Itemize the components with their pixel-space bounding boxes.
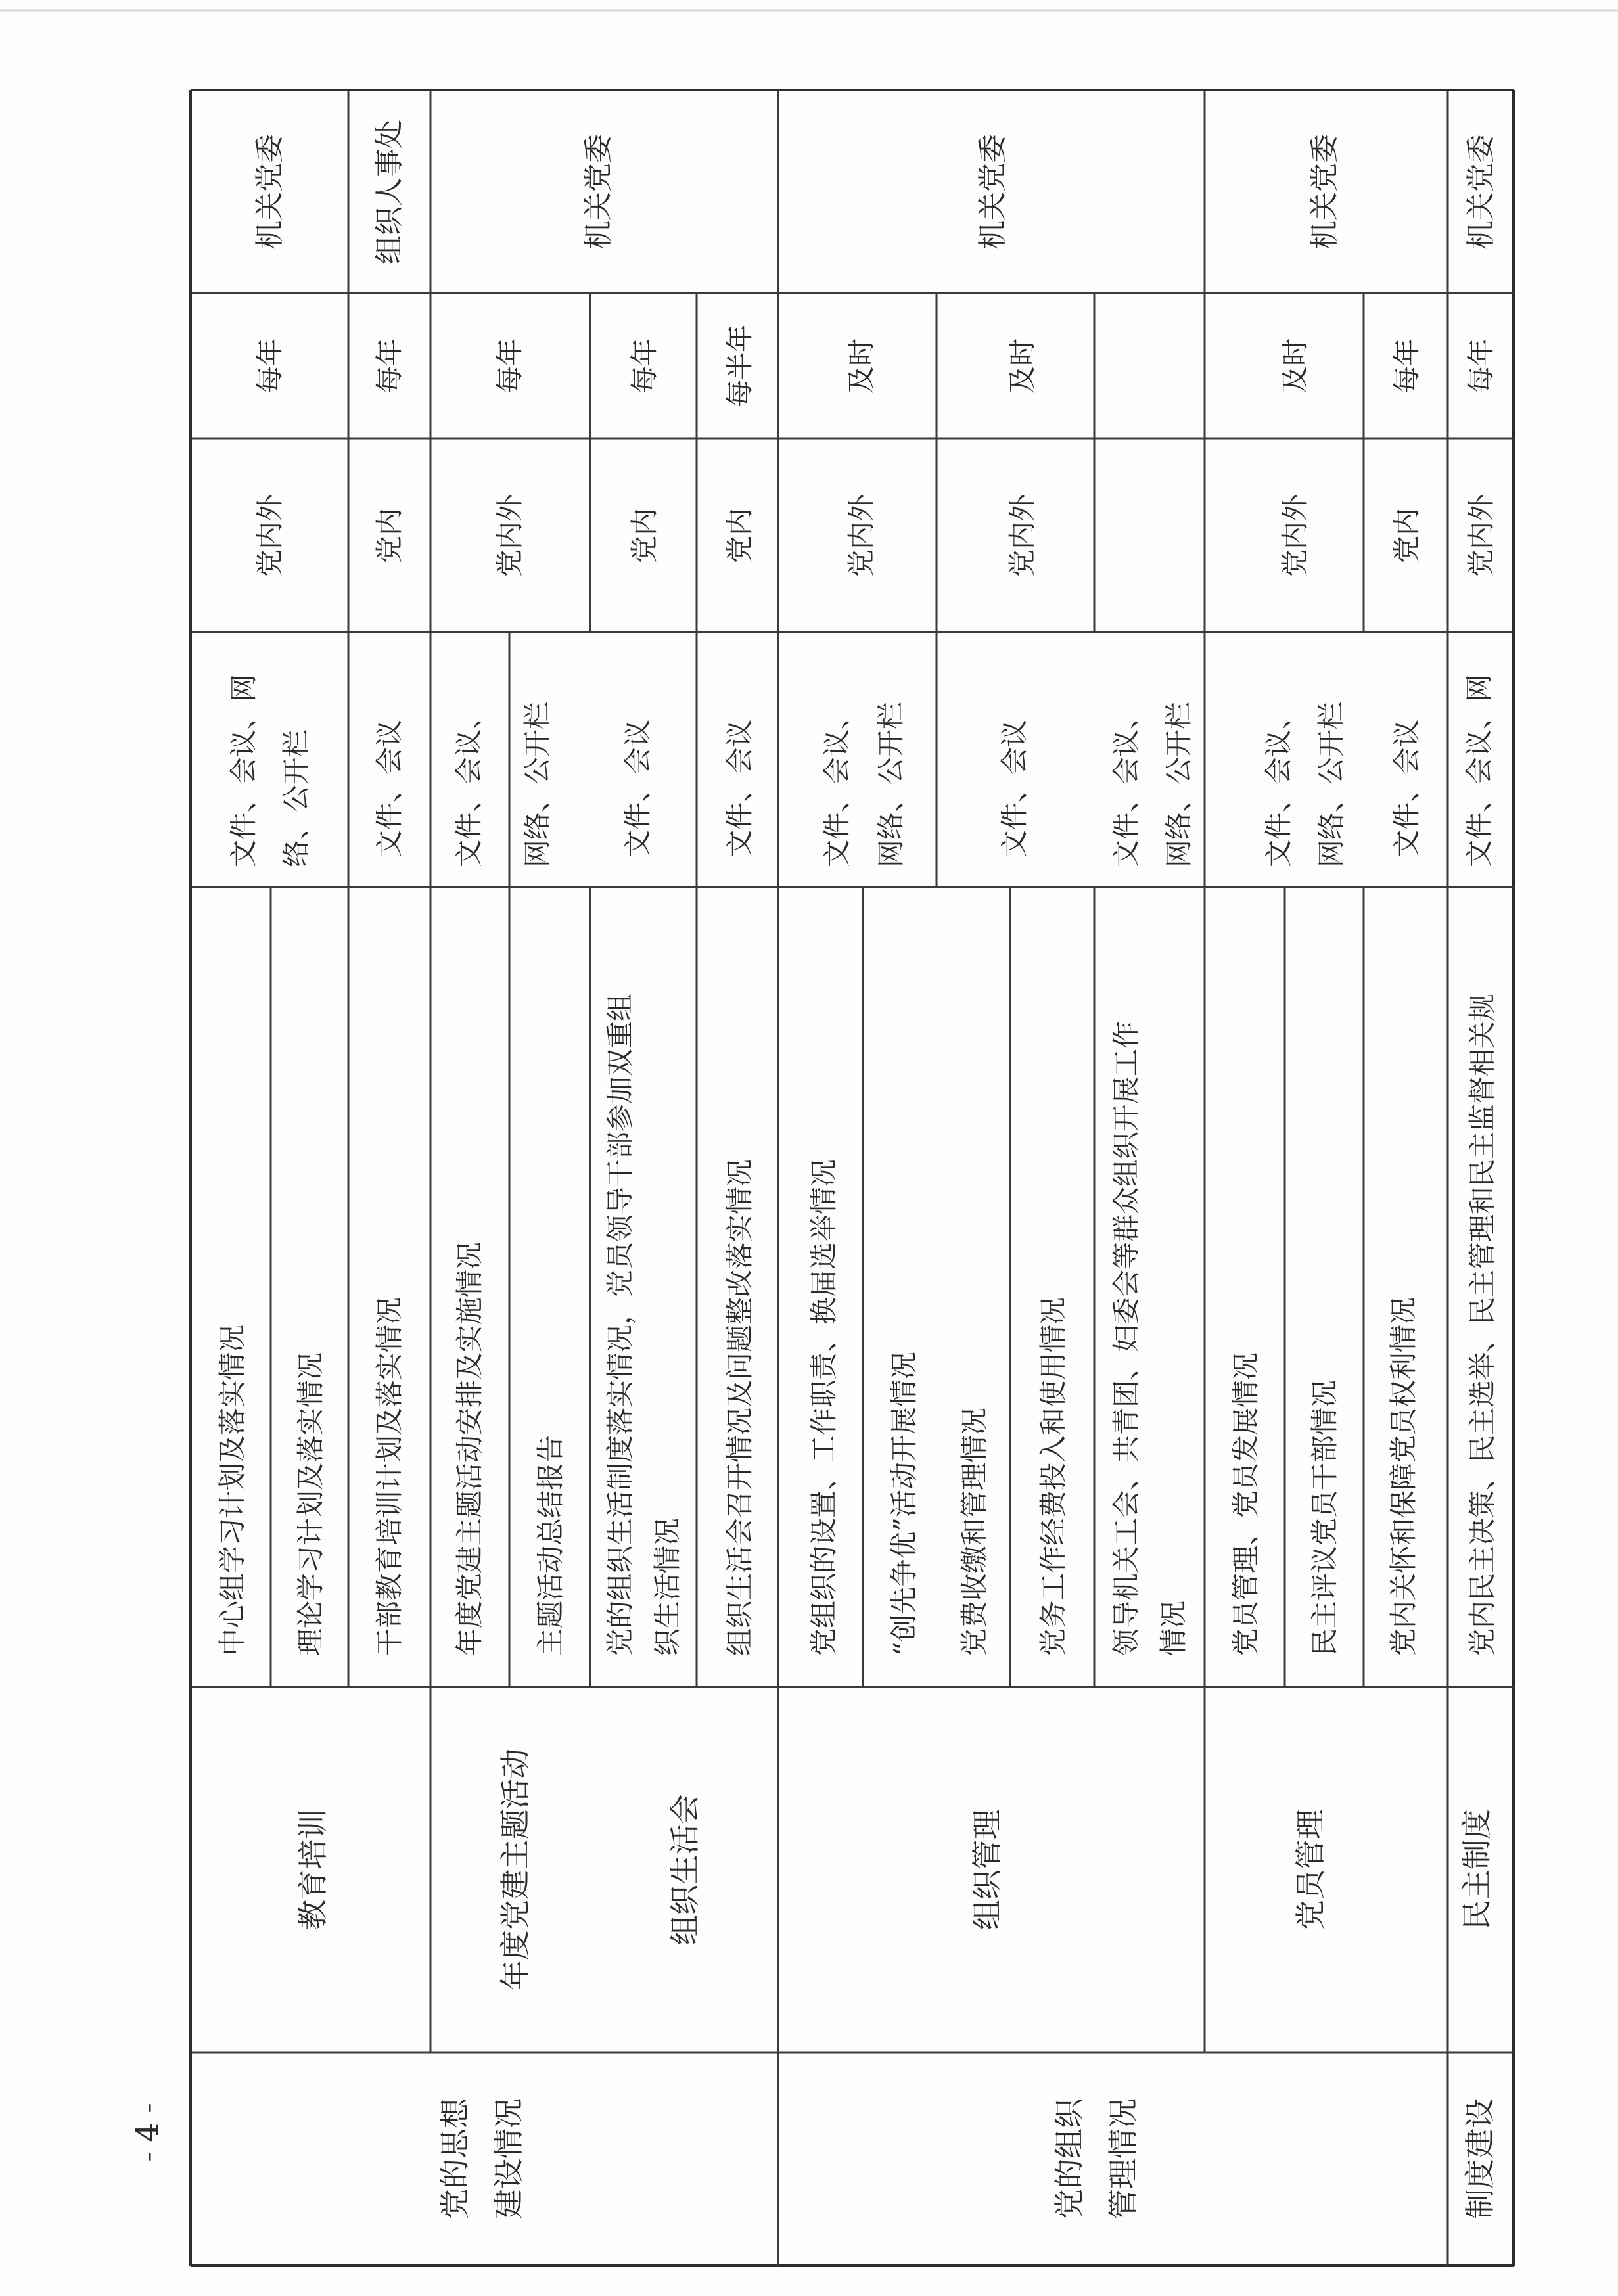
content-row: 理论学习计划及落实情况 bbox=[294, 1352, 327, 1656]
content-row: 民主评议党员干部情况 bbox=[1308, 1379, 1341, 1656]
method-cell: 网络、公开栏 bbox=[1163, 701, 1195, 867]
method-cell: 文件、会议 bbox=[622, 719, 654, 858]
dept-cell: 机关党委 bbox=[1464, 134, 1498, 250]
content-row: 干部教育培训计划及落实情况 bbox=[373, 1297, 405, 1656]
category-thought-building bbox=[437, 2098, 526, 2219]
content-row: 党的组织生活制度落实情况，党员领导干部参加双重组 bbox=[604, 993, 636, 1656]
content-row: 党内民主决策、民主选举、民主管理和民主监督相关规 bbox=[1466, 993, 1498, 1656]
category-system-building bbox=[1462, 2098, 1498, 2219]
method-cell: 文件、会议、网 bbox=[227, 674, 260, 867]
content-row: 党内关怀和保障党员权利情况 bbox=[1387, 1297, 1420, 1656]
time-cell: 每年 bbox=[494, 338, 526, 394]
time-cell: 及时 bbox=[845, 338, 877, 394]
scope-cell: 党内外 bbox=[254, 494, 286, 578]
category-text: 制度建设 bbox=[1462, 2098, 1498, 2219]
method-cell: 网络、公开栏 bbox=[521, 701, 553, 867]
content-row: 党组织的设置、工作职责、换届选举情况 bbox=[808, 1159, 840, 1656]
scope-cell: 党内外 bbox=[1006, 494, 1038, 578]
time-cell: 每半年 bbox=[724, 324, 756, 408]
content-row: 党员管理、党员发展情况 bbox=[1230, 1352, 1262, 1656]
content-row: 党费收缴和管理情况 bbox=[958, 1407, 990, 1656]
method-cell: 文件、会议 bbox=[998, 719, 1030, 858]
scope-cell: 党内外 bbox=[1465, 494, 1497, 578]
category-text: 管理情况 bbox=[1105, 2098, 1141, 2219]
category-text: 建设情况 bbox=[491, 2098, 526, 2219]
dept-cell: 机关党委 bbox=[976, 134, 1009, 250]
scope-cell: 党内外 bbox=[845, 494, 877, 578]
content-row: 情况 bbox=[1157, 1600, 1190, 1656]
scope-cell: 党内 bbox=[373, 507, 405, 564]
scope-cell: 党内 bbox=[1391, 507, 1423, 564]
category-text: 党的组织 bbox=[1052, 2098, 1087, 2219]
scope-cell: 党内 bbox=[724, 507, 756, 564]
dept-cell: 机关党委 bbox=[1308, 134, 1341, 250]
item-education-training: 教育培训 bbox=[295, 1809, 331, 1930]
content-row: 主题活动总结报告 bbox=[534, 1435, 566, 1656]
time-cell: 每年 bbox=[1391, 338, 1423, 394]
method-cell: 网络、公开栏 bbox=[1315, 701, 1347, 867]
time-cell: 每年 bbox=[628, 338, 660, 394]
category-org-management bbox=[1052, 2097, 1141, 2219]
dept-cell: 组织人事处 bbox=[373, 120, 406, 264]
method-cell: 文件、会议、 bbox=[1110, 701, 1142, 867]
time-cell: 每年 bbox=[1465, 338, 1497, 394]
item-member-management: 党员管理 bbox=[1293, 1809, 1328, 1930]
scope-cell: 党内 bbox=[628, 507, 660, 564]
method-cell: 文件、会议 bbox=[1391, 719, 1423, 858]
item-annual-theme-activity: 年度党建主题活动 bbox=[497, 1749, 533, 1990]
time-cell: 及时 bbox=[1006, 338, 1038, 394]
method-cell: 文件、会议、 bbox=[1262, 701, 1295, 867]
item-org-management: 组织管理 bbox=[969, 1809, 1005, 1930]
method-cell: 网络、公开栏 bbox=[875, 701, 907, 867]
content-row: “创先争优”活动开展情况 bbox=[888, 1352, 920, 1656]
scope-cell: 党内外 bbox=[494, 494, 526, 578]
table-grid bbox=[191, 90, 1514, 2266]
item-org-life-meeting: 组织生活会 bbox=[667, 1794, 703, 1945]
method-cell: 文件、会议、 bbox=[453, 701, 485, 867]
content-row: 组织生活会召开情况及问题整改落实情况 bbox=[724, 1159, 756, 1656]
content-row: 领导机关工会、共青团、妇委会等群众组织开展工作 bbox=[1110, 1021, 1142, 1656]
content-row: 织生活情况 bbox=[651, 1517, 683, 1656]
page-number: - 4 - bbox=[129, 2103, 165, 2162]
content-row: 年度党建主题活动安排及实施情况 bbox=[453, 1241, 486, 1656]
method-cell: 文件、会议、 bbox=[821, 701, 853, 867]
content-row: 中心组学习计划及落实情况 bbox=[216, 1324, 248, 1656]
time-cell: 每年 bbox=[254, 338, 286, 394]
method-cell: 文件、会议 bbox=[724, 719, 756, 858]
method-cell: 文件、会议、网 bbox=[1463, 674, 1495, 867]
method-cell: 文件、会议 bbox=[373, 719, 405, 858]
time-cell: 每年 bbox=[373, 338, 405, 394]
content-row: 党务工作经费投入和使用情况 bbox=[1037, 1297, 1069, 1656]
item-democratic-system: 民主制度 bbox=[1459, 1809, 1494, 1930]
time-cell: 及时 bbox=[1279, 338, 1311, 394]
table-text bbox=[216, 120, 1498, 2219]
method-cell: 络、公开栏 bbox=[280, 729, 312, 867]
scope-cell: 党内外 bbox=[1279, 494, 1311, 578]
dept-cell: 机关党委 bbox=[582, 134, 615, 250]
category-text: 党的思想 bbox=[437, 2098, 473, 2219]
dept-cell: 机关党委 bbox=[253, 134, 287, 250]
